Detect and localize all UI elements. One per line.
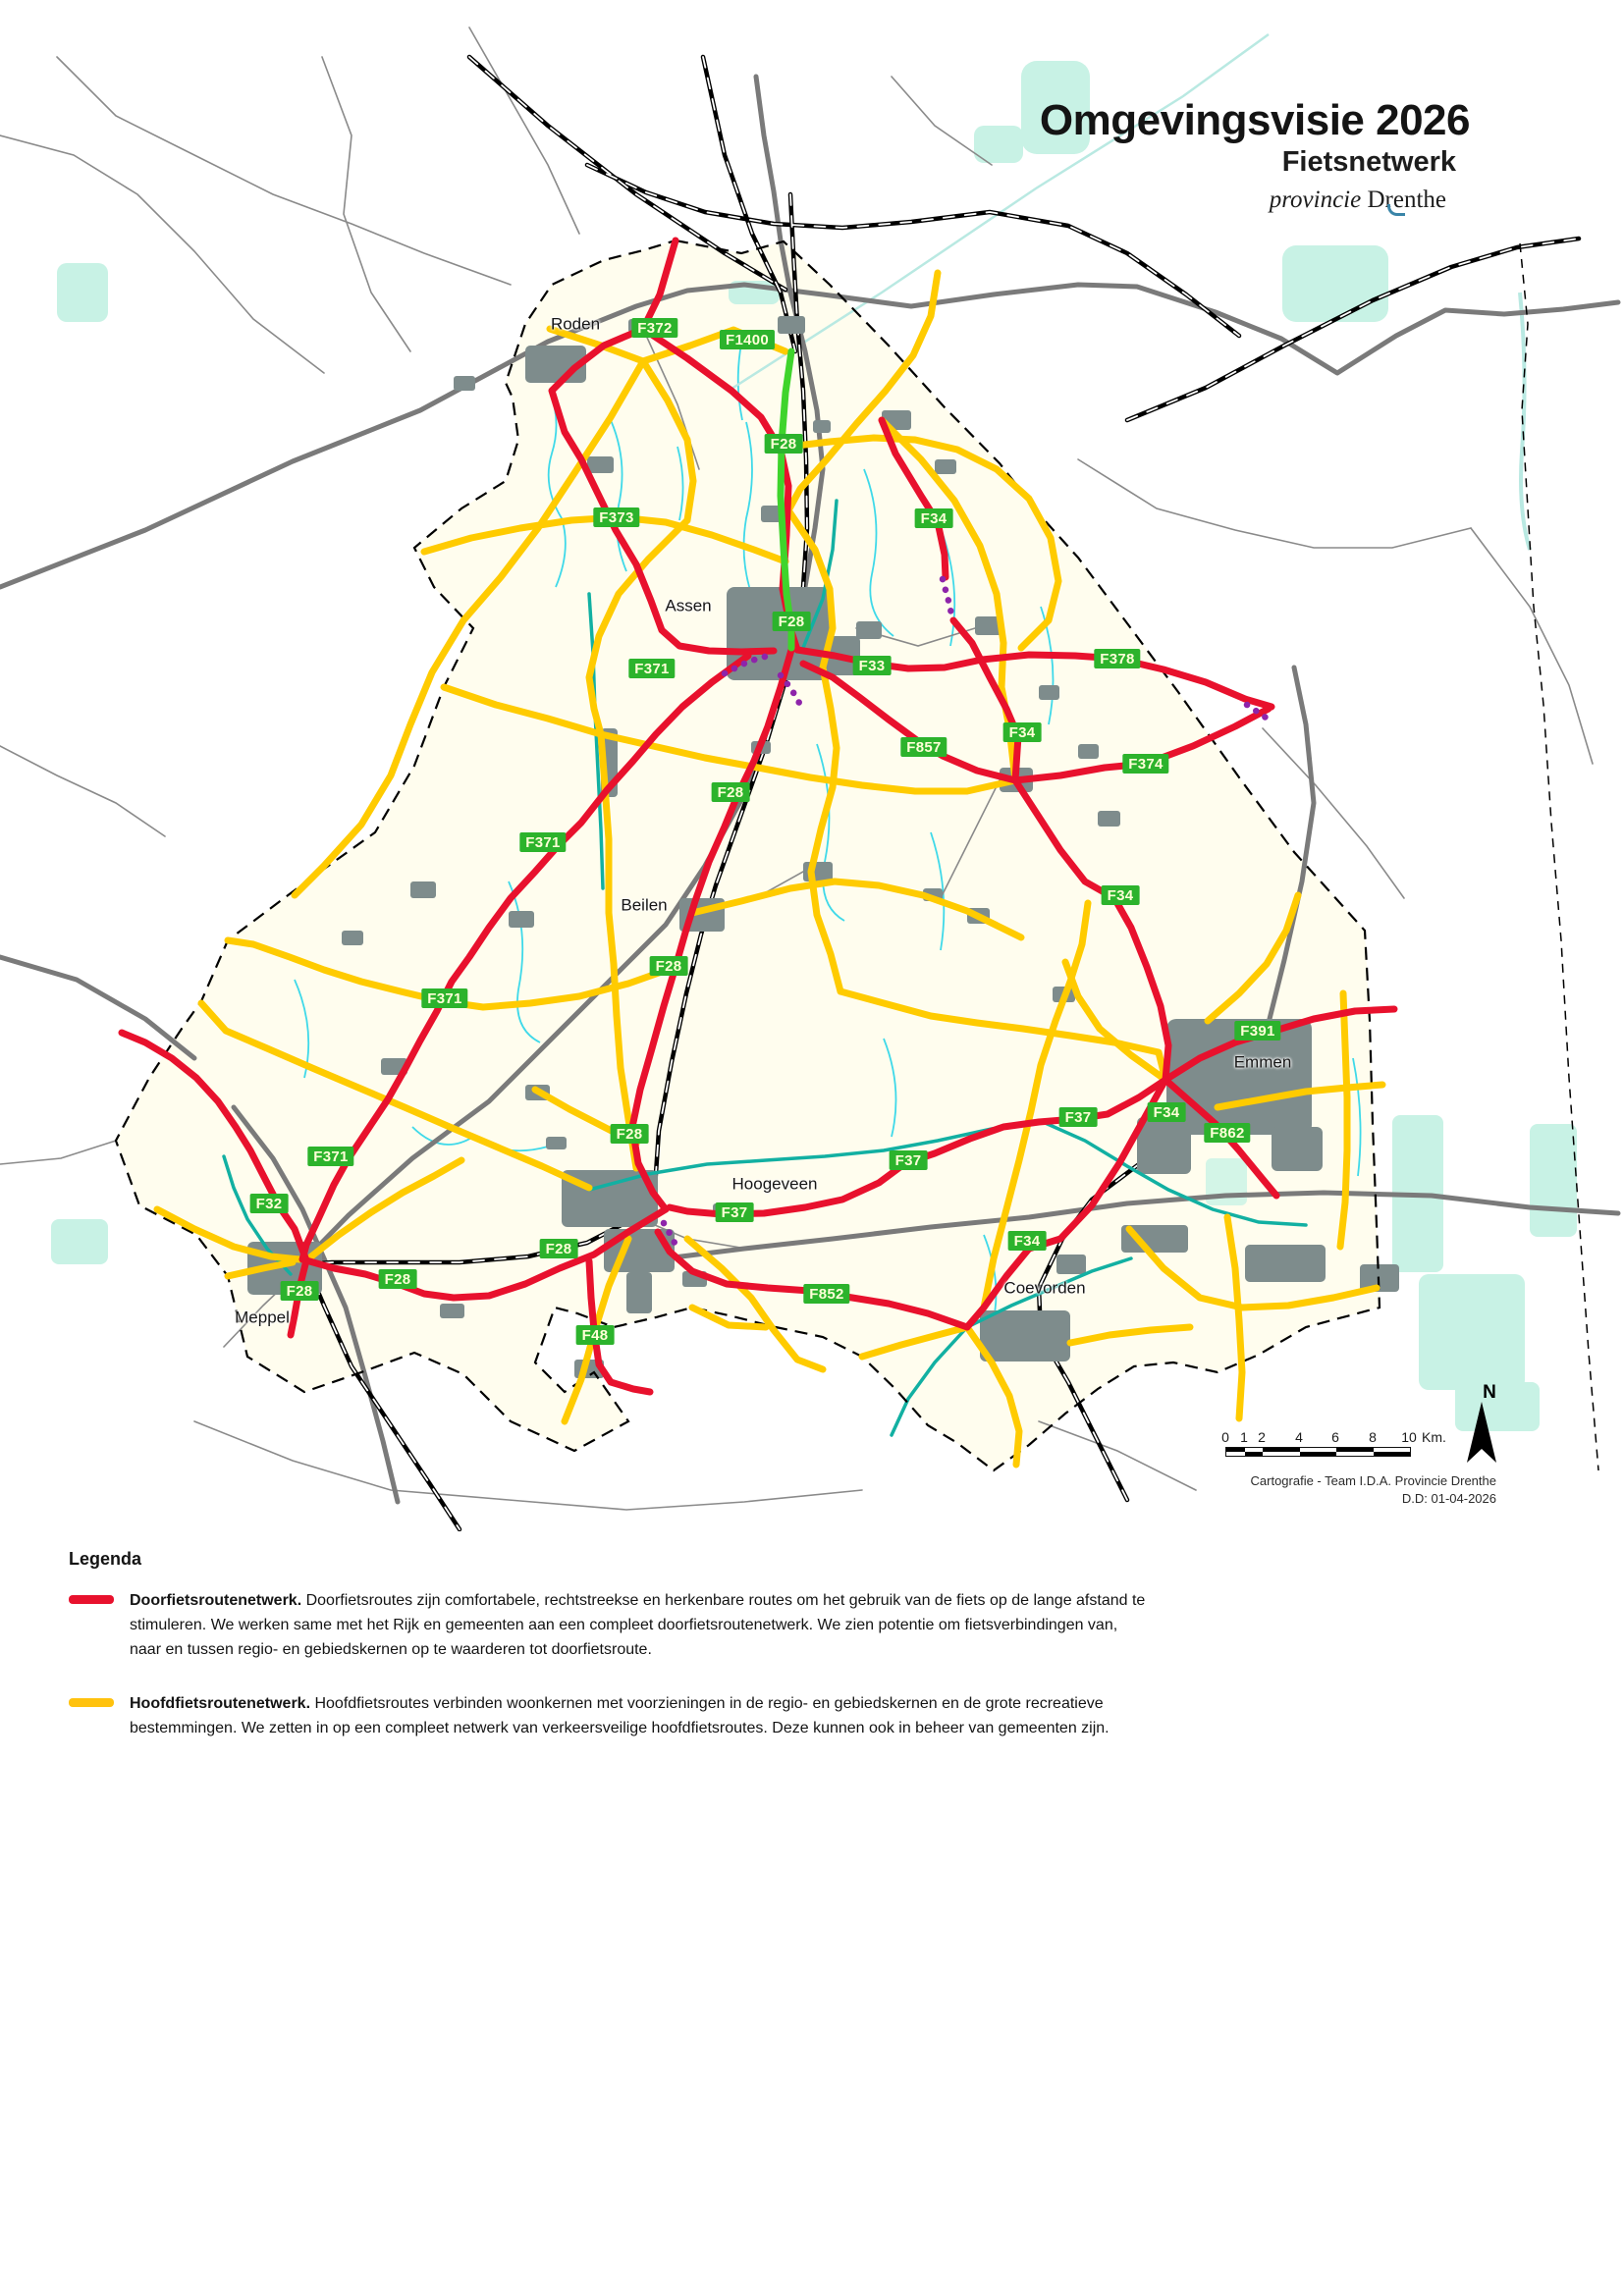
legend-item-hoofdfietsroutenetwerk — [69, 1692, 1168, 1741]
route-label-f48: F48 — [576, 1325, 615, 1345]
route-label-f34-emmen: F34 — [1148, 1102, 1186, 1122]
route-label-f371-west: F371 — [421, 988, 467, 1008]
publisher-name: Drenthe — [1367, 186, 1446, 213]
city-label-beilen: Beilen — [621, 895, 668, 915]
scale-unit: Km. — [1422, 1429, 1446, 1445]
city-label-hoogeveen: Hoogeveen — [731, 1174, 818, 1194]
map-credits — [1251, 1472, 1496, 1507]
route-label-f37-emmen-w: F37 — [1059, 1107, 1098, 1127]
city-label-assen: Assen — [665, 596, 712, 615]
route-label-f28-assen: F28 — [773, 612, 811, 631]
scale-bar — [1221, 1429, 1446, 1457]
route-label-f374: F374 — [1122, 754, 1168, 774]
north-label: N — [1483, 1382, 1496, 1403]
route-label-f378: F378 — [1094, 649, 1140, 668]
route-label-f32: F32 — [250, 1194, 289, 1213]
route-label-f391: F391 — [1234, 1021, 1280, 1041]
route-label-f33: F33 — [853, 656, 892, 675]
route-label-f37-mid: F37 — [890, 1150, 928, 1170]
route-label-f28-north: F28 — [765, 434, 803, 454]
scale-tick: 10 — [1401, 1429, 1417, 1445]
route-label-f373: F373 — [593, 507, 639, 527]
city-label-meppel: Meppel — [235, 1308, 290, 1327]
legend-swatch-doorfietsroute — [69, 1595, 114, 1604]
scale-tick: 6 — [1331, 1429, 1339, 1445]
page-subtitle: Fietsnetwerk — [1281, 146, 1456, 179]
route-label-f28-sw: F28 — [540, 1239, 578, 1258]
legend-term: Hoofdfietsroutenetwerk. — [130, 1694, 311, 1712]
scale-bar-graphic — [1225, 1447, 1411, 1457]
route-label-f28-beilen: F28 — [650, 956, 688, 976]
route-label-f852: F852 — [803, 1284, 849, 1304]
legend-heading: Legenda — [69, 1549, 142, 1569]
page-title: Omgevingsvisie 2026 — [1039, 96, 1470, 144]
route-label-f28-meppel: F28 — [281, 1281, 319, 1301]
legend-swatch-hoofdfietsroute — [69, 1698, 114, 1707]
legend-item-doorfietsroutenetwerk — [69, 1589, 1168, 1663]
publisher-prefix: provincie — [1269, 186, 1362, 213]
legend-description: Hoofdfietsroutes verbinden woonkernen met voorzieningen in de regio- en gebiedskernen en de grote recreatieve bestemmingen. We zetten in op een compleet netwerk van verkeersveilige hoofdfietsroutes. Deze kunnen ook in beheer van gemeenten zijn. — [130, 1694, 1110, 1736]
route-label-f372: F372 — [631, 318, 677, 338]
publisher-logo — [1040, 186, 1470, 215]
scale-tick: 8 — [1369, 1429, 1377, 1445]
route-label-f371-mid: F371 — [519, 832, 566, 852]
route-label-f857: F857 — [900, 737, 947, 757]
city-label-coevorden: Coevorden — [1003, 1278, 1086, 1298]
route-label-f34-coevorden: F34 — [1008, 1231, 1047, 1251]
route-label-f28-southmid: F28 — [611, 1124, 649, 1144]
city-label-roden: Roden — [550, 314, 601, 334]
credits-line2: D.D: 01-04-2026 — [1401, 1490, 1496, 1506]
route-label-f34-east: F34 — [1102, 885, 1140, 905]
scale-bar-ticks — [1221, 1429, 1446, 1445]
route-label-f371-sw: F371 — [307, 1147, 353, 1166]
credits-line1: Cartografie - Team I.D.A. Provincie Drenthe — [1250, 1473, 1496, 1488]
route-label-f1400: F1400 — [720, 330, 775, 349]
scale-tick: 0 — [1221, 1429, 1229, 1445]
legend-text-hoofdfietsroute — [130, 1692, 1151, 1741]
legend-description: Doorfietsroutes zijn comfortabele, rechtstreekse en herkenbare routes om het gebruik van de fiets op de lange afstand te stimuleren. We werken same met het Rijk en gemeenten aan een compleet doorfietsroutenetwerk. We zien potentie om fietsverbindingen van, naar en tussen regio- en gebiedskernen op te waarderen tot doorfietsroute. — [130, 1592, 1146, 1658]
route-label-f28-meppel-e: F28 — [379, 1269, 417, 1289]
city-label-emmen: Emmen — [1233, 1052, 1292, 1072]
legend — [69, 1549, 1168, 1771]
map-title-block — [1040, 98, 1470, 215]
route-label-f37-hoogeveen: F37 — [716, 1202, 754, 1222]
route-label-f862: F862 — [1204, 1123, 1250, 1143]
scale-tick: 2 — [1258, 1429, 1266, 1445]
route-label-f371-assen: F371 — [628, 659, 675, 678]
route-label-f34-mid: F34 — [1003, 722, 1042, 742]
scale-tick: 1 — [1240, 1429, 1248, 1445]
legend-text-doorfietsroute — [130, 1589, 1151, 1663]
legend-term: Doorfietsroutenetwerk. — [130, 1592, 302, 1609]
scale-tick: 4 — [1295, 1429, 1303, 1445]
north-indicator — [1459, 1382, 1510, 1404]
route-label-f34-north: F34 — [915, 508, 953, 528]
drenthe-logo-swoosh-icon — [1387, 204, 1405, 216]
route-label-f28-mid: F28 — [712, 782, 750, 802]
